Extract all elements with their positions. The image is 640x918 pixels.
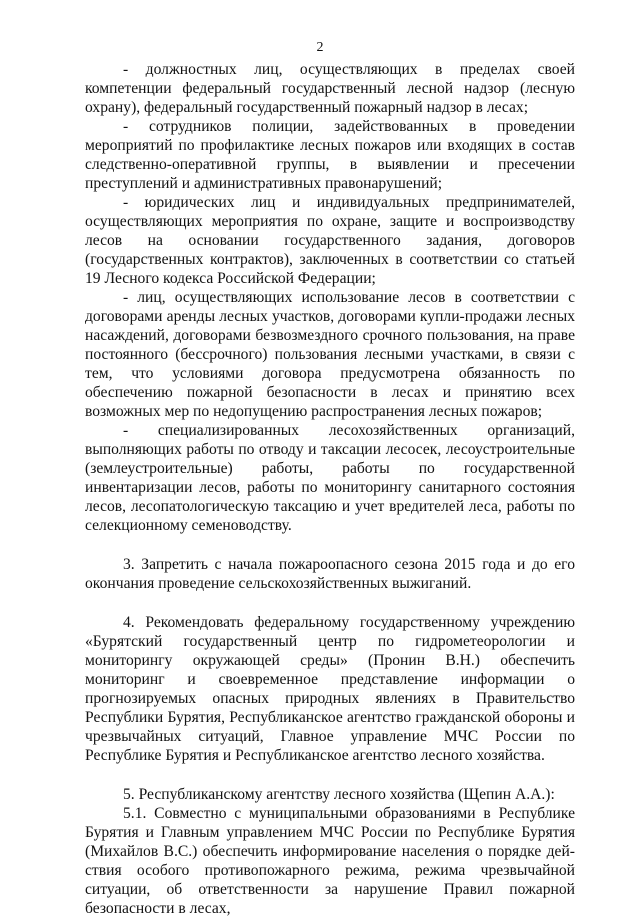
paragraph-forest-users: - лиц, осуществляющих использование лесов в соответствии с договорами аренды лесных участков, договорами купли-продажи лесных насаждений, договорами безвозмездного срочного пользования, на праве постоянного (бессрочного) пользования лесными участками, в связи с тем, что условиями договора предусмотрена обязанность по обеспечению пожарной безопасности в лесах и принятию всех возможных мер по недопущению распространения лесных пожаров;	[85, 289, 575, 420]
paragraph-specialized-orgs: - специализированных лесохозяйственных организаций, выполняющих работы по отводу и таксации лесосек, лесоустроительные (землеустроительные) работы, работы по государственной инвентаризации лесов, работы по мониторингу санитарного состояния лесов, лесопатологическую таксацию и учет вредителей леса, работы по селекционному семеноводству.	[85, 422, 575, 534]
paragraph-item-5: 5. Республиканскому агентству лесного хозяйства (Щепин А.А.):	[123, 786, 555, 803]
document-body	[85, 60, 575, 918]
paragraph-officials: - должностных лиц, осуществляющих в пределах своей компетенции федеральный государственный лесной надзор (лесную охрану), федеральный государственный пожарный надзор в лесах;	[85, 61, 575, 116]
paragraph-item-4: 4. Рекомендовать федеральному государственному учреждению «Бурятский государственный центр по гидрометеорологии и мониторингу окружающей среды» (Пронин В.Н.) обеспечить мониторинг и своевременное представление информации о прогнозируемых опасных природных явлениях в Правительство Республики Бурятия, Республиканское агентство гражданской обороны и чрезвычайных ситуаций, Главное управление МЧС России по Республике Бурятия и Республиканское агентство лесного хозяйства.	[85, 614, 575, 764]
page-number: 2	[316, 40, 324, 55]
paragraph-item-5-1: 5.1. Совместно с муниципальными образованиями в Республике Бурятия и Главным управлением МЧС России по Республике Бурятия (Михайлов В.С.) обеспечить информирование населения о порядке действия особого противопожарного режима, режима чрезвычайной ситуации, об ответственности за нарушение Правил пожарной безопасности в лесах,	[85, 805, 575, 917]
paragraph-legal-entities: - юридических лиц и индивидуальных предпринимателей, осуществляющих мероприятия по охране, защите и воспроизводству лесов на основании государственного задания, договоров (государственных контрактов), заключенных в соответствии со статьей 19 Лесного кодекса Российской Федерации;	[85, 194, 575, 287]
paragraph-item-3: 3. Запретить с начала пожароопасного сезона 2015 года и до его окончания проведение сельскохозяйственных выжиганий.	[85, 556, 575, 592]
paragraph-police: - сотрудников полиции, задействованных в проведении мероприятий по профилактике лесных пожаров или входящих в состав следственно-оперативной группы, в выявлении и пресечении преступлений и административных правонарушений;	[85, 118, 575, 192]
